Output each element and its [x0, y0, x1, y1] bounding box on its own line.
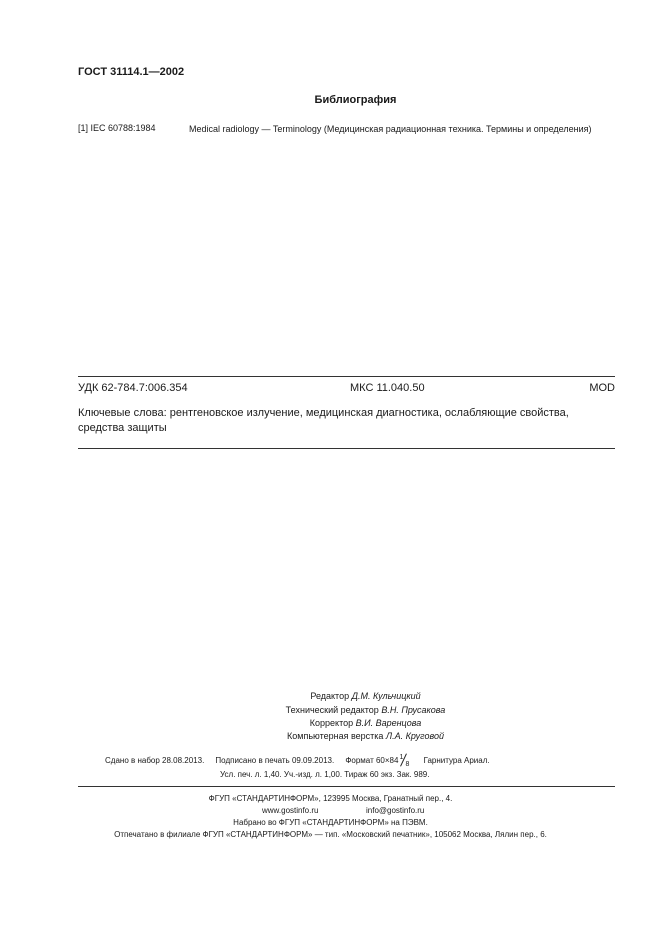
- credit-layout: [0, 730, 661, 743]
- bibliography-title: Библиография: [314, 94, 397, 106]
- credit-editor: [0, 690, 661, 703]
- tech-editor-name: В.Н. Прусакова: [381, 705, 446, 715]
- tech-editor-label: Технический редактор: [285, 705, 379, 715]
- reference-text: Medical radiology — Terminology (Медицинская радиационная техника. Термины и определения): [189, 124, 592, 134]
- layout-name: Л.А. Круговой: [385, 731, 444, 741]
- divider-keywords: [78, 448, 615, 449]
- print-line-1: [105, 755, 490, 767]
- editor-name: Д.М. Кульчицкий: [351, 691, 421, 701]
- reference-label: [1] IEC 60788:1984: [78, 123, 156, 133]
- font-label: Гарнитура Ариал.: [423, 756, 490, 766]
- printed-note: Отпечатано в филиале ФГУП «СТАНДАРТИНФОРМ» — тип. «Московский печатник», 105062 Москва, Лялин пер., 6.: [114, 830, 547, 839]
- credit-corrector: [0, 717, 661, 730]
- signed-date: Подписано в печать 09.09.2013.: [215, 756, 335, 766]
- corrector-label: Корректор: [309, 718, 354, 728]
- divider-print: [78, 786, 615, 787]
- typeset-note: Набрано во ФГУП «СТАНДАРТИНФОРМ» на ПЭВМ.: [233, 818, 428, 827]
- udc-code: УДК 62-784.7:006.354: [78, 382, 188, 394]
- mod-label: MOD: [589, 382, 615, 394]
- corrector-name: В.И. Варенцова: [355, 718, 422, 728]
- editor-label: Редактор: [310, 691, 350, 701]
- format-label: Формат 60×84: [345, 756, 399, 766]
- document-header: ГОСТ 31114.1—2002: [78, 66, 185, 78]
- mks-code: МКС 11.040.50: [350, 382, 425, 394]
- publisher-address: ФГУП «СТАНДАРТИНФОРМ», 123995 Москва, Гранатный пер., 4.: [208, 794, 453, 803]
- print-line-2: Усл. печ. л. 1,40. Уч.-изд. л. 1,00. Тираж 60 экз. Зак. 989.: [220, 770, 430, 779]
- sent-date: Сдано в набор 28.08.2013.: [105, 756, 205, 766]
- keywords: Ключевые слова: рентгеновское излучение, медицинская диагностика, ослабляющие свойства, средства защиты: [78, 407, 569, 434]
- divider-top: [78, 376, 615, 377]
- credit-tech-editor: [0, 704, 661, 717]
- publisher-website: www.gostinfo.ru: [262, 806, 319, 815]
- format-fraction: 1 8: [399, 754, 410, 768]
- publisher-email: info@gostinfo.ru: [366, 806, 425, 815]
- layout-label: Компьютерная верстка: [287, 731, 384, 741]
